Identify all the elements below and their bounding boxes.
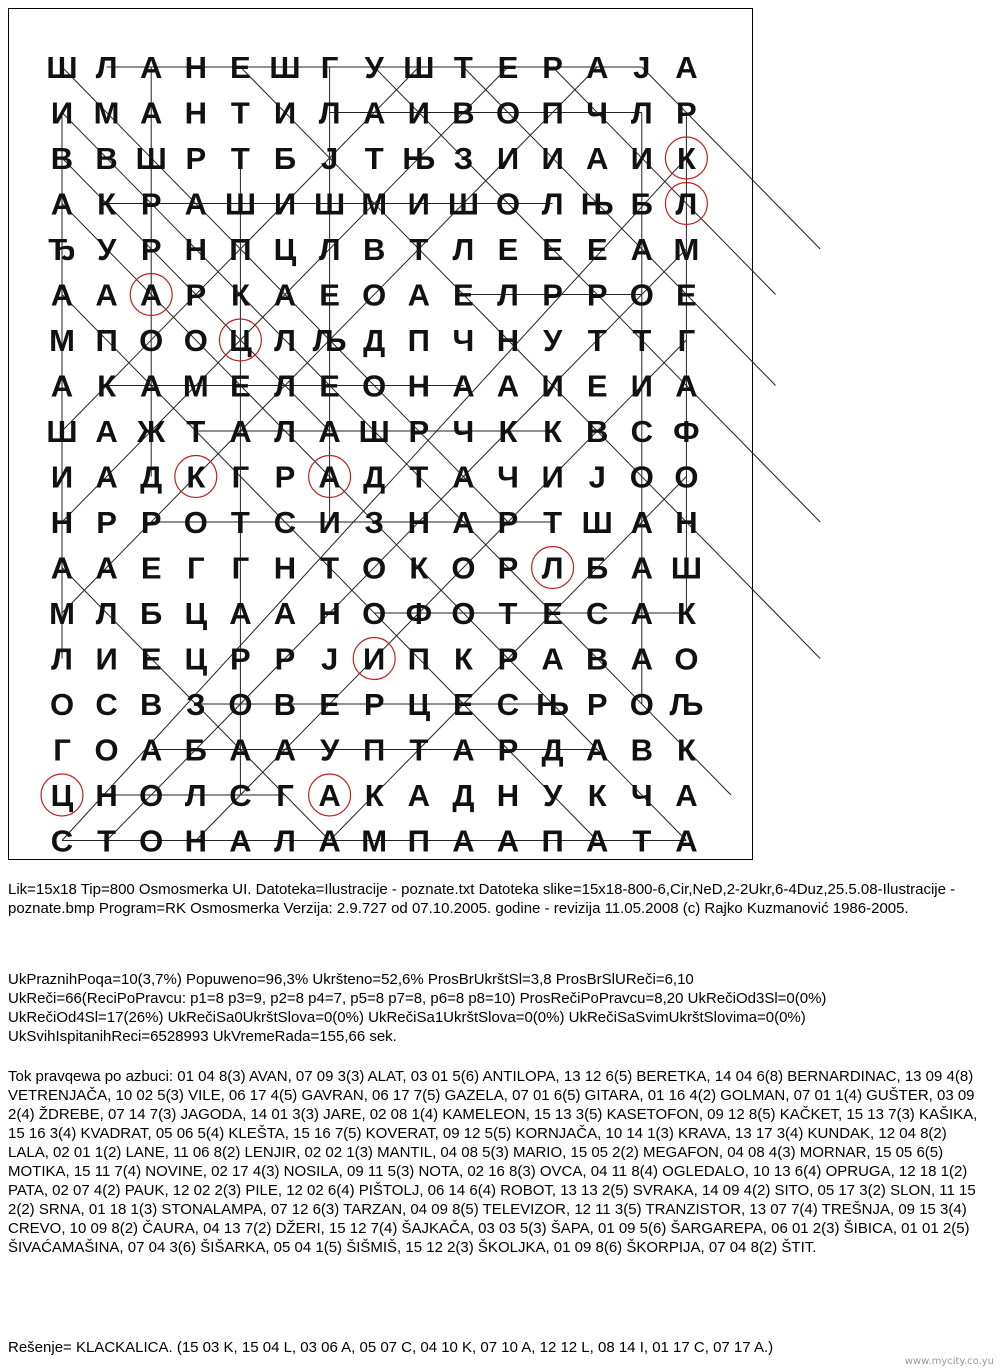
grid-letter: С — [630, 414, 653, 449]
grid-letter: Л — [318, 95, 341, 131]
grid-letter: О — [674, 641, 699, 677]
grid-letter: А — [140, 50, 163, 85]
grid-letter: Ј — [320, 141, 339, 176]
grid-letter: Г — [677, 323, 696, 358]
grid-letter: Л — [452, 232, 475, 267]
grid-letter: Ц — [50, 778, 74, 813]
grid-letter: Ш — [135, 141, 167, 176]
grid-letter: А — [541, 641, 564, 677]
grid-letter: А — [675, 823, 698, 859]
grid-letter: Т — [453, 50, 473, 85]
grid-letter: И — [273, 95, 297, 131]
grid-letter: В — [140, 687, 163, 722]
grid-letter: Г — [231, 550, 250, 586]
grid-letter: П — [407, 641, 430, 677]
grid-letter: С — [496, 687, 520, 722]
grid-letter: Ј — [588, 459, 606, 495]
grid-letter: А — [675, 368, 698, 404]
grid-letter: Е — [542, 232, 563, 267]
grid-letter: П — [407, 323, 430, 358]
grid-letter: Л — [630, 95, 653, 131]
grid-letter: У — [542, 323, 563, 358]
grid-letter: Л — [274, 368, 296, 404]
grid-letter: А — [586, 141, 609, 176]
grid-letter: Р — [185, 277, 207, 313]
program-info — [8, 880, 988, 918]
grid-letter: А — [586, 823, 609, 859]
grid-letter: Е — [586, 368, 608, 404]
grid-letter: А — [95, 414, 118, 449]
grid-letter: К — [409, 550, 429, 586]
grid-letter: А — [675, 50, 698, 85]
grid-letter: А — [318, 778, 341, 813]
word-list — [8, 1067, 988, 1257]
grid-letter: О — [451, 596, 476, 631]
grid-letter: П — [541, 95, 564, 131]
grid-letter: Т — [587, 323, 607, 358]
grid-letter: З — [453, 141, 474, 176]
grid-letter: М — [673, 232, 700, 267]
grid-letter: М — [93, 95, 120, 131]
grid-letter: И — [630, 141, 653, 176]
grid-letter: О — [629, 459, 654, 495]
stats-line-1: UkPraznihPoqa=10(3,7%) Popuweno=96,3% Ukršteno=52,6% ProsBrUkrštSl=3,8 ProsBrSlUReči=6,10 — [8, 971, 694, 988]
grid-letter: А — [675, 778, 698, 813]
grid-letter: Е — [140, 641, 162, 677]
grid-letter: А — [630, 550, 653, 586]
grid-letter: Н — [318, 596, 341, 631]
solution-line — [8, 1338, 988, 1357]
grid-letter: И — [541, 459, 564, 495]
grid-letter: О — [94, 732, 119, 768]
grid-letter: Ш — [670, 550, 702, 586]
grid-letter: И — [541, 141, 564, 176]
grid-letter: Т — [409, 459, 429, 495]
grid-letter: А — [452, 732, 475, 768]
strike-line — [642, 67, 820, 249]
grid-letter: П — [541, 823, 564, 859]
word-strike-lines — [62, 67, 820, 841]
grid-letter: И — [496, 141, 520, 176]
grid-letter: Ј — [633, 50, 651, 85]
grid-letter: М — [182, 368, 209, 404]
grid-letter: С — [586, 596, 609, 631]
grid-letter: Л — [541, 186, 564, 222]
grid-letter: В — [50, 141, 74, 176]
grid-letter: Ч — [452, 414, 475, 449]
grid-letter: Ф — [673, 414, 700, 449]
grid-letter: Р — [96, 505, 117, 540]
grid-letter: Е — [140, 550, 162, 586]
grid-letter: А — [407, 778, 430, 813]
grid-letter: У — [96, 232, 117, 267]
grid-letter: Р — [497, 550, 519, 586]
grid-letter: И — [407, 186, 430, 222]
grid-letter: М — [49, 323, 75, 358]
grid-letter: А — [95, 459, 118, 495]
grid-letter: О — [451, 550, 476, 586]
grid-letter: Ш — [269, 50, 301, 85]
grid-letter: Ј — [320, 641, 339, 677]
word-list-text: Tok pravqewa po azbuci: 01 04 8(3) AVAN, 07 09 3(3) ALAT, 03 01 5(6) ANTILOPA, 13 12 6(5) BERETKA, 14 04 6(8) BERNARDINAC, 13 09 4(8) VETRENJAČA, 10 02 5(3) VILE, 06 17 4(5) GAVRAN, 06 17 7(5) GAZELA, 07 01 6(5) GITARA, 01 16 4(2) GOLMAN, 07 01 1(4) GUŠTER, 03 09 2(4) ŽDREBE, 07 14 7(3) JAGODA, 14 01 3(3) JARE, 02 08 1(4) KAMELEON, 15 13 3(5) KASETOFON, 09 12 8(5) KAČKET, 15 13 7(3) KAŠIKA, 15 16 3(4) KVADRAT, 05 06 5(4) KLEŠTA, 15 16 7(5) KOVERAT, 09 12 5(5) KORNJAČA, 10 14 1(3) KRAVA, 13 17 3(4) KUNDAK, 12 04 8(2) LALA, 02 01 1(2) LANE, 11 06 8(2) LENJIR, 02 02 1(3) MANTIL, 04 08 5(3) MARIO, 15 05 2(2) MEGAFON, 04 08 4(3) MORNAR, 15 05 6(5) MOTIKA, 15 11 7(4) NOVINE, 02 17 4(3) NOSILA, 09 11 5(3) NOTA, 02 16 8(3) OVCA, 04 11 8(4) OGLEDALO, 10 13 6(4) OPRUGA, 12 18 1(2) PATA, 02 07 4(2) PAUK, 12 02 2(3) PILE, 12 02 6(4) PIŠTOLJ, 06 14 6(4) ROBOT, 13 13 2(5) SVRAKA, 14 09 4(2) SITO, 05 17 3(2) SLON, 11 15 2(2) SRNA, 01 18 1(3) STONALAMPA, 07 12 6(3) TARZAN, 04 09 8(5) TELEVIZOR, 12 11 3(5) TRANZISTOR, 13 07 7(4) TREŠNJA, 09 15 3(4) CREVO, 10 09 8(2) ČAURA, 04 13 7(2) DŽERI, 15 12 7(4) ŠAJKAČA, 03 03 5(3) ŠAPA, 01 09 5(6) ŠARGAREPA, 06 01 2(3) ŠIBICA, 01 01 2(5) ŠIVAĆAMAŠINA, 07 04 3(6) ŠIŠARKA, 05 04 1(5) ŠIŠMIŠ, 15 12 2(3) ŠKOLJKA, 01 09 8(6) ŠKORPIJA, 07 04 8(2) ŠTIT. — [8, 1068, 978, 1256]
grid-letter: Н — [273, 550, 297, 586]
grid-letter: Р — [274, 459, 296, 495]
grid-letter: Т — [97, 823, 117, 859]
grid-letter: В — [95, 141, 118, 176]
grid-letter: Н — [407, 505, 430, 540]
grid-letter: О — [228, 687, 253, 722]
grid-letter: А — [452, 505, 475, 540]
grid-letter: Р — [274, 641, 296, 677]
grid-letter: М — [361, 186, 388, 222]
grid-letter: А — [630, 641, 653, 677]
grid-letter: Д — [363, 323, 386, 358]
grid-letter: А — [363, 95, 386, 131]
grid-letter: Е — [230, 50, 251, 85]
grid-letter: О — [49, 687, 75, 722]
grid-letter: У — [542, 778, 563, 813]
grid-letter: Л — [51, 641, 73, 677]
grid-letter: Е — [319, 368, 340, 404]
grid-letter: Е — [230, 368, 251, 404]
program-info-text: Lik=15x18 Tip=800 Osmosmerka UI. Datoteka=Ilustracije - poznate.txt Datoteka slike=15x18-800-6,Cir,NeD,2-2Ukr,6-4Duz,25.5.08-Ilustracije - poznate.bmp Program=RK Osmosmerka Verzija: 2.9.727 od 07.10.2005. godine - revizija 11.05.2008 (c) Rajko Kuzmanović 1986-2005. — [8, 881, 956, 917]
grid-letter: С — [229, 778, 252, 813]
grid-letter: А — [229, 732, 252, 768]
grid-letter: Н — [407, 368, 430, 404]
grid-letter: П — [229, 232, 252, 267]
grid-letter: О — [495, 95, 521, 131]
grid-letter: А — [229, 414, 252, 449]
grid-letter: О — [362, 368, 387, 404]
grid-letter: Р — [542, 50, 563, 85]
grid-letter: О — [629, 277, 654, 313]
grid-letter: О — [139, 823, 164, 859]
solution-text: Rešenje= KLACKALICA. (15 03 K, 15 04 L, 03 06 A, 05 07 C, 04 10 K, 07 10 A, 12 12 L, 08 14 I, 01 17 C, 07 17 A.) — [8, 1339, 774, 1356]
grid-letter: В — [586, 414, 609, 449]
grid-letter: А — [140, 95, 163, 131]
grid-letter: Р — [586, 687, 608, 722]
grid-letter: Г — [187, 550, 205, 586]
grid-letter: Ш — [403, 50, 435, 85]
grid-letter: Е — [586, 232, 608, 267]
grid-letter: Ц — [407, 687, 431, 722]
grid-letter: Д — [452, 778, 475, 813]
grid-letter: А — [50, 368, 74, 404]
grid-letter: А — [229, 823, 252, 859]
grid-letter: А — [407, 277, 430, 313]
grid-letter: К — [97, 368, 117, 404]
grid-letter: Н — [496, 778, 520, 813]
grid-letter: Р — [363, 687, 385, 722]
grid-letter: Е — [453, 277, 474, 313]
grid-letter: И — [541, 368, 564, 404]
grid-letter: Ч — [630, 778, 653, 813]
grid-letter: Ш — [46, 414, 78, 449]
grid-letter: К — [364, 778, 384, 813]
grid-letter: А — [140, 368, 163, 404]
grid-letter: Ђ — [48, 232, 76, 267]
grid-letter: К — [676, 732, 696, 768]
grid-letter: А — [140, 732, 163, 768]
grid-letter: А — [586, 50, 609, 85]
grid-letter: А — [273, 596, 297, 631]
grid-letter: Н — [184, 95, 207, 131]
grid-letter: А — [452, 823, 475, 859]
grid-letter: А — [318, 823, 341, 859]
grid-letter: И — [407, 95, 430, 131]
grid-letter: Ц — [273, 232, 297, 267]
grid-letter: А — [273, 277, 297, 313]
grid-letter: К — [543, 414, 563, 449]
grid-letter: О — [629, 687, 654, 722]
grid-letter: Т — [632, 823, 652, 859]
grid-letter: А — [140, 277, 163, 313]
grid-letter: П — [363, 732, 386, 768]
grid-letter: Д — [363, 459, 386, 495]
grid-letter: К — [97, 186, 117, 222]
grid-letter: Л — [184, 778, 207, 813]
grid-letter: И — [630, 368, 653, 404]
grid-letter: А — [273, 732, 297, 768]
grid-letter: К — [453, 641, 473, 677]
grid-letter: С — [95, 687, 118, 722]
grid-letter: А — [630, 596, 653, 631]
grid-letter: Р — [230, 641, 251, 677]
grid-letter: Е — [676, 277, 697, 313]
grid-letter: Т — [498, 596, 518, 631]
grid-letter: Њ — [402, 141, 436, 176]
grid-letter: О — [674, 459, 699, 495]
grid-letter: М — [49, 596, 75, 631]
grid-letter: К — [676, 596, 696, 631]
grid-letter: У — [364, 50, 384, 85]
grid-letter: Ж — [137, 414, 166, 449]
grid-letter: А — [50, 186, 74, 222]
grid-letter: Л — [675, 186, 698, 222]
grid-letter: Р — [497, 641, 519, 677]
grid-letter: О — [495, 186, 521, 222]
grid-letter: Т — [364, 141, 384, 176]
grid-letter: В — [452, 95, 475, 131]
grid-letter: Е — [497, 232, 519, 267]
grid-letter: О — [362, 596, 387, 631]
grid-letter: Т — [230, 95, 250, 131]
grid-letter: К — [186, 459, 206, 495]
grid-letter: Е — [542, 596, 563, 631]
grid-letter: Ш — [358, 414, 390, 449]
grid-letter: Т — [632, 323, 652, 358]
grid-letter: О — [183, 505, 208, 540]
grid-letter: Р — [542, 277, 563, 313]
grid-letter: Е — [319, 687, 340, 722]
grid-letter: Н — [675, 505, 698, 540]
grid-letter: Р — [586, 277, 608, 313]
grid-letter: Ш — [447, 186, 479, 222]
grid-letter: А — [95, 277, 118, 313]
grid-letter: П — [95, 323, 118, 358]
grid-letter: Г — [320, 50, 339, 85]
stats-line-3: UkRečiOd4Sl=17(26%) UkRečiSa0UkrštSlova=0(0%) UkRečiSa1UkrštSlova=0(0%) UkRečiSaSvimUkrštSlovima=0(0%) — [8, 1009, 806, 1026]
grid-letter: Н — [184, 232, 207, 267]
grid-letter: О — [139, 323, 164, 358]
grid-letter: Т — [409, 732, 429, 768]
grid-letter: Р — [140, 232, 162, 267]
grid-letter: О — [362, 550, 387, 586]
grid-letter: Л — [274, 414, 296, 449]
grid-letter: Т — [409, 232, 429, 267]
grid-letter: Л — [274, 823, 296, 859]
grid-letter: К — [498, 414, 518, 449]
grid-letter: А — [50, 550, 74, 586]
grid-letter: Т — [320, 550, 340, 586]
grid-letter: Ш — [224, 186, 256, 222]
grid-letter: Т — [186, 414, 206, 449]
grid-letter: Б — [184, 732, 207, 768]
grid-letter: И — [318, 505, 341, 540]
grid-letter: А — [318, 414, 341, 449]
grid-letter: Г — [231, 459, 250, 495]
grid-letter: Ц — [229, 323, 252, 358]
grid-letter: Њ — [536, 687, 570, 722]
grid-letter: А — [630, 505, 653, 540]
grid-letter: Т — [230, 141, 250, 176]
grid-letter: А — [496, 368, 520, 404]
grid-letter: А — [452, 459, 475, 495]
grid-letter: А — [184, 186, 207, 222]
grid-letter: А — [95, 550, 118, 586]
grid-letter: Љ — [312, 323, 347, 358]
grid-letter: О — [139, 778, 164, 813]
grid-letter: И — [273, 186, 297, 222]
grid-letter: Љ — [669, 687, 704, 722]
grid-letter: Ч — [452, 323, 475, 358]
grid-letter: С — [50, 823, 74, 859]
grid-letter: Е — [497, 50, 519, 85]
grid-letter: Д — [541, 732, 564, 768]
grid-letter: Н — [184, 50, 207, 85]
grid-letter: Б — [273, 141, 297, 176]
grid-letter: С — [273, 505, 297, 540]
grid-letter: Л — [541, 550, 564, 586]
grid-letter: Ш — [314, 186, 346, 222]
grid-letter: А — [229, 596, 252, 631]
grid-letter: А — [452, 368, 475, 404]
grid-letter: А — [50, 277, 74, 313]
grid-letter: Н — [50, 505, 74, 540]
grid-letter: К — [587, 778, 607, 813]
grid-letter: Л — [95, 50, 118, 85]
grid-letter: Р — [185, 141, 207, 176]
grid-letter: Н — [95, 778, 118, 813]
grid-letter: В — [273, 687, 297, 722]
watermark: www.mycity.co.yu — [904, 1356, 994, 1367]
grid-letter: Е — [319, 277, 340, 313]
grid-letter: В — [363, 232, 386, 267]
grid-letter: У — [319, 732, 340, 768]
grid-letter: Р — [140, 505, 162, 540]
grid-letter: И — [363, 641, 386, 677]
grid-letter: Р — [497, 505, 519, 540]
grid-letter: В — [586, 641, 609, 677]
grid-letter: Б — [586, 550, 609, 586]
grid-letter: А — [630, 232, 653, 267]
grid-letter: В — [630, 732, 653, 768]
grid-letter: Н — [184, 823, 207, 859]
grid-letter: Л — [497, 277, 519, 313]
grid-letter: И — [50, 95, 74, 131]
grid-letter: К — [676, 141, 696, 176]
grid-letter: Е — [453, 687, 474, 722]
statistics-block — [8, 970, 988, 1046]
stats-line-4: UkSvihIspitanihReci=6528993 UkVremeRada=155,66 sek. — [8, 1028, 397, 1045]
grid-letter: Т — [543, 505, 563, 540]
grid-letter: Р — [676, 95, 697, 131]
grid-letter: Л — [95, 596, 118, 631]
grid-letter: Ш — [581, 505, 613, 540]
grid-letter: Р — [140, 186, 162, 222]
grid-letter: Г — [276, 778, 294, 813]
grid-letter: М — [361, 823, 388, 859]
grid-letters — [46, 50, 703, 859]
grid-letter: Г — [53, 732, 71, 768]
grid-letter: К — [230, 277, 250, 313]
grid-letter: Л — [274, 323, 296, 358]
grid-letter: Н — [496, 323, 520, 358]
grid-letter: З — [364, 505, 384, 540]
grid-letter: Р — [408, 414, 430, 449]
stats-line-2: UkReči=66(ReciPoPravcu: p1=8 p3=9, p2=8 p4=7, p5=8 p7=8, p6=8 p8=10) ProsRečiPoPravcu=8,20 UkRečiOd3Sl=0(0%) — [8, 990, 827, 1007]
grid-letter: А — [586, 732, 609, 768]
grid-letter: А — [318, 459, 341, 495]
grid-letter: Л — [318, 232, 341, 267]
grid-letter: О — [362, 277, 387, 313]
grid-letter: А — [496, 823, 520, 859]
grid-letter: Ш — [46, 50, 78, 85]
grid-letter: П — [407, 823, 430, 859]
grid-letter: З — [186, 687, 206, 722]
grid-letter: Р — [497, 732, 519, 768]
grid-letter: И — [95, 641, 118, 677]
grid-letter: И — [50, 459, 74, 495]
grid-letter: Б — [140, 596, 163, 631]
grid-letter: Т — [230, 505, 250, 540]
grid-letter: Б — [630, 186, 653, 222]
grid-letter: Д — [140, 459, 163, 495]
grid-letter: О — [183, 323, 208, 358]
grid-letter: Ч — [586, 95, 609, 131]
grid-letter: Ц — [184, 641, 208, 677]
grid-letter: Ф — [405, 596, 433, 631]
grid-letter: Њ — [580, 186, 614, 222]
grid-letter: Ч — [497, 459, 519, 495]
grid-letter: Ц — [184, 596, 208, 631]
